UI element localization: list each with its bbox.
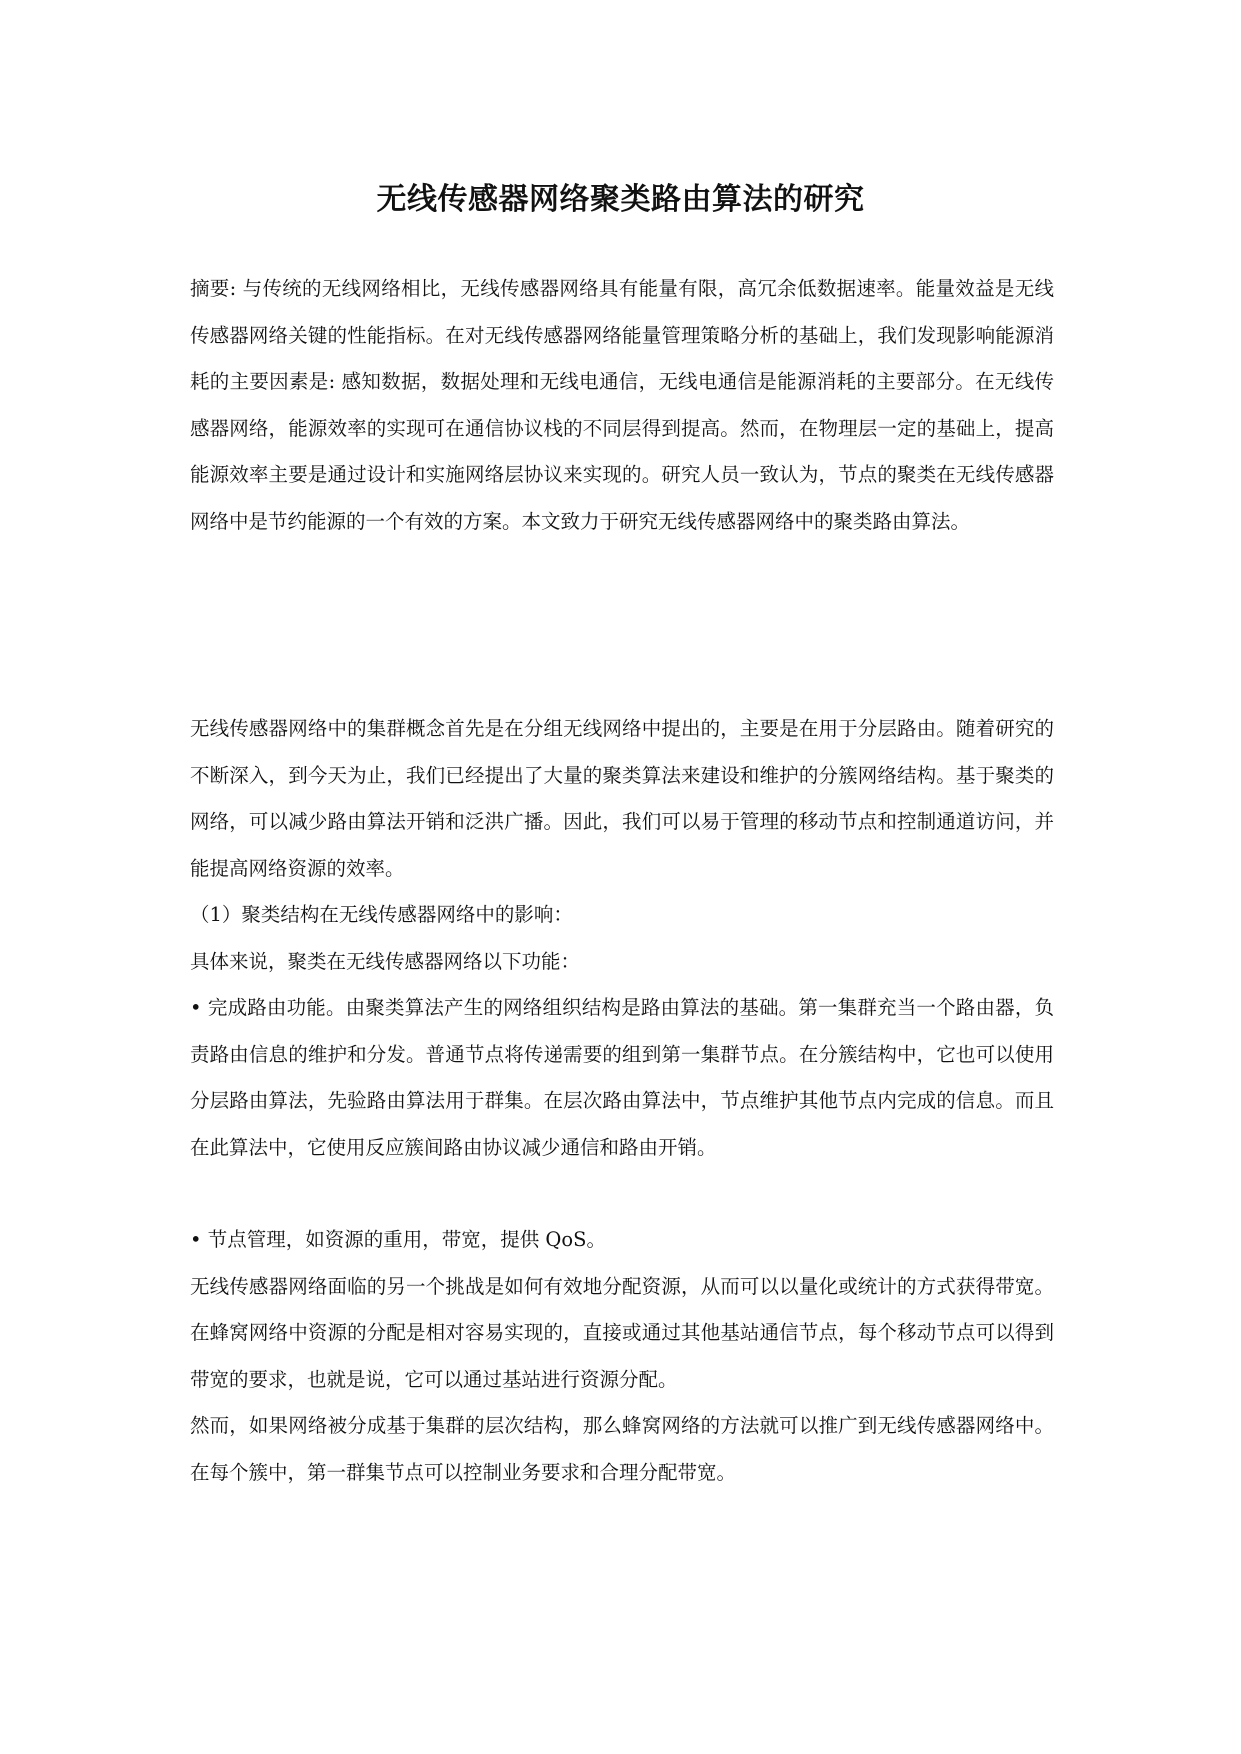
bullet-node-management: • 节点管理，如资源的重用，带宽，提供 QoS。 [190, 1228, 606, 1251]
subheading-clustering-impact: （1）聚类结构在无线传感器网络中的影响： [190, 903, 573, 926]
hierarchy-paragraph: 然而，如果网络被分成基于集群的层次结构，那么蜂窝网络的方法就可以推广到无线传感器网络中。在每个簇中，第一群集节点可以控制业务要求和合理分配带宽。 [190, 1414, 1054, 1484]
intro-paragraph: 无线传感器网络中的集群概念首先是在分组无线网络中提出的，主要是在用于分层路由。随着研究的不断深入，到今天为止，我们已经提出了大量的聚类算法来建设和维护的分簇网络结构。基于聚类的网络，可以减少路由算法开销和泛洪广播。因此，我们可以易于管理的移动节点和控制通道访问，并能提高网络资源的效率。 [190, 717, 1054, 880]
abstract-paragraph: 摘要: 与传统的无线网络相比，无线传感器网络具有能量有限，高冗余低数据速率。能量效益是无线传感器网络关键的性能指标。在对无线传感器网络能量管理策略分析的基础上，我们发现影响能源消耗的主要因素是: 感知数据，数据处理和无线电通信，无线电通信是能源消耗的主要部分。在无线传感器网络，能源效率的实现可在通信协议栈的不同层得到提高。然而，在物理层一定的基础上，提高能源效率主要是通过设计和实施网络层协议来实现的。研究人员一致认为，节点的聚类在无线传感器网络中是节约能源的一个有效的方案。本文致力于研究无线传感器网络中的聚类路由算法。 [190, 277, 1054, 533]
functions-intro: 具体来说，聚类在无线传感器网络以下功能： [190, 949, 581, 973]
bullet-routing-function: • 完成路由功能。由聚类算法产生的网络组织结构是路由算法的基础。第一集群充当一个路由器，负责路由信息的维护和分发。普通节点将传递需要的组到第一集群节点。在分簇结构中，它也可以使用分层路由算法，先验路由算法用于群集。在层次路由算法中，节点维护其他节点内完成的信息。而且在此算法中，它使用反应簇间路由协议减少通信和路由开销。 [190, 996, 1054, 1159]
paragraph-gap [190, 1171, 1054, 1217]
resource-allocation-paragraph: 无线传感器网络面临的另一个挑战是如何有效地分配资源，从而可以以量化或统计的方式获得带宽。在蜂窝网络中资源的分配是相对容易实现的，直接或通过其他基站通信节点，每个移动节点可以得到带宽的要求，也就是说，它可以通过基站进行资源分配。 [190, 1274, 1054, 1391]
document-title: 无线传感器网络聚类路由算法的研究 [376, 182, 865, 218]
main-section [190, 706, 1054, 1496]
abstract-section [190, 266, 1054, 545]
